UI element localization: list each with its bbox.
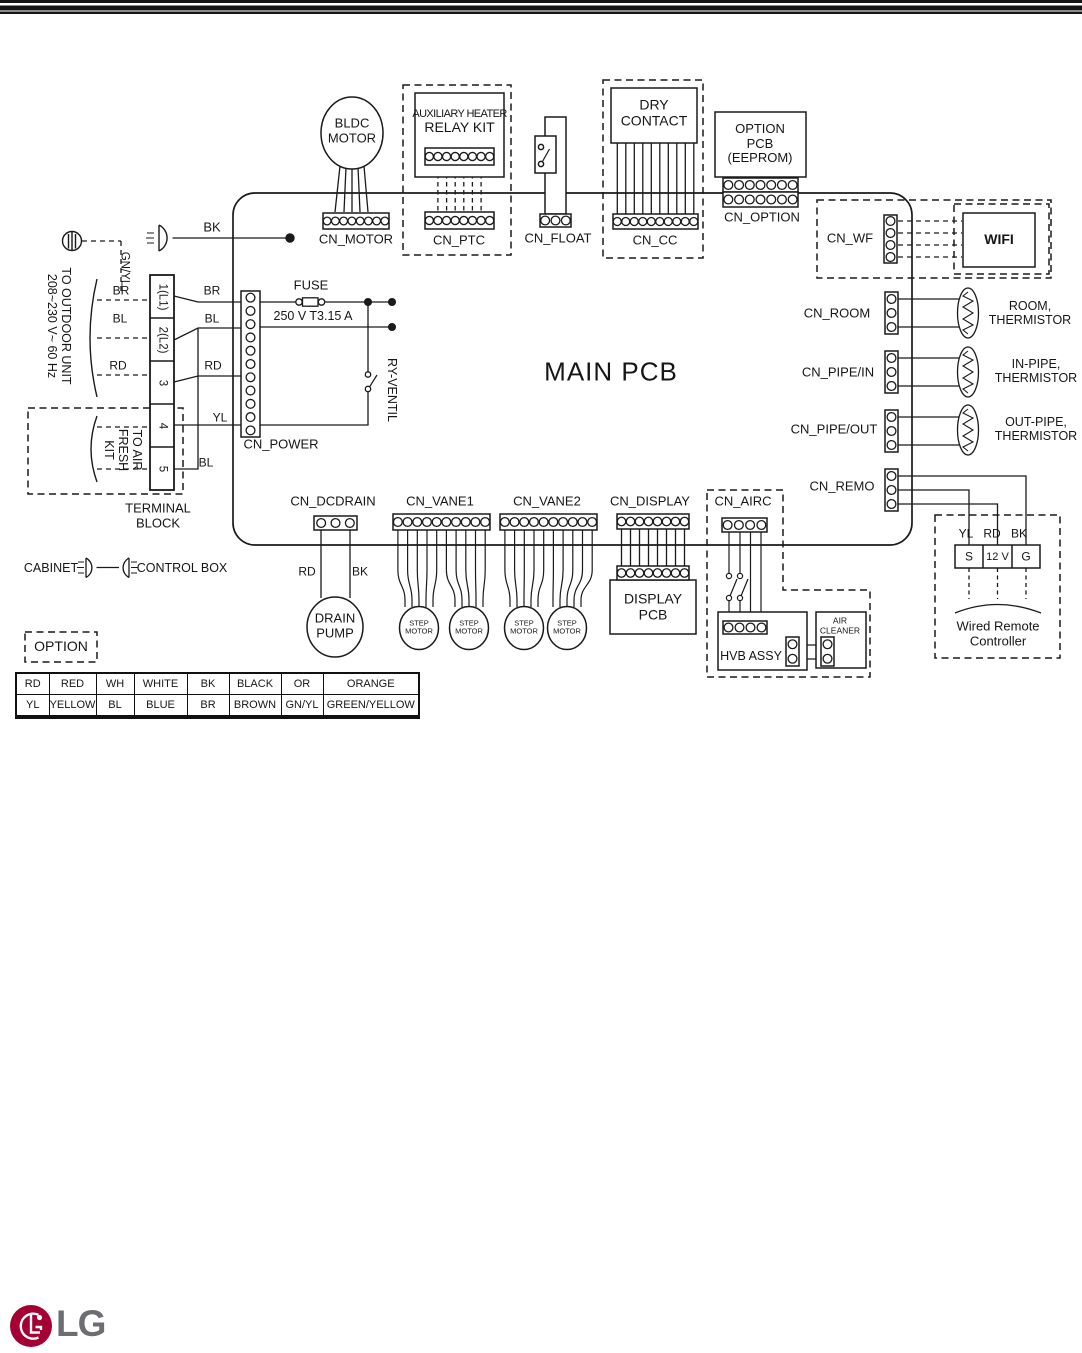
vane2-wires bbox=[505, 530, 592, 607]
cn-power-connector bbox=[241, 291, 260, 437]
cn-motor-connector bbox=[323, 213, 389, 229]
cn-display-label: CN_DISPLAY bbox=[610, 493, 690, 509]
remote-terminal-s: S bbox=[964, 549, 974, 564]
in-pipe-thermistor-label: IN-PIPE, THERMISTOR bbox=[994, 357, 1078, 385]
float-switch bbox=[535, 117, 566, 214]
remote-wire-bk-label: BK bbox=[1010, 526, 1028, 541]
bl-bottom-label: BL bbox=[198, 455, 214, 470]
cn-room-label: CN_ROOM bbox=[803, 305, 871, 321]
cn-vane2-connector bbox=[500, 514, 597, 530]
air-cleaner-label: AIR CLEANER bbox=[819, 615, 861, 635]
color-code-cell: GREEN/YELLOW bbox=[323, 695, 419, 718]
page-header-bars bbox=[0, 0, 1082, 14]
fuse-rating-label: 250 V T3.15 A bbox=[273, 309, 353, 323]
cabinet-control-legend-symbol bbox=[77, 558, 138, 578]
step-motor-label-4: STEP MOTOR bbox=[553, 618, 581, 636]
color-code-cell: RD bbox=[16, 673, 49, 695]
wired-remote-label: Wired Remote Controller bbox=[956, 618, 1040, 648]
thermistor-shapes bbox=[958, 288, 979, 455]
cn-power-label: CN_POWER bbox=[243, 436, 319, 452]
rd-outdoor-label: RD bbox=[109, 358, 127, 373]
terminal-cell-1: 1(L1) bbox=[156, 283, 169, 310]
cn-cc-label: CN_CC bbox=[632, 232, 678, 248]
bldc-motor-label: BLDC MOTOR bbox=[327, 115, 377, 145]
bk-drain-label: BK bbox=[351, 564, 369, 579]
color-code-cell: OR bbox=[281, 673, 323, 695]
lg-logo-icon bbox=[10, 1305, 52, 1347]
bl-outdoor-label: BL bbox=[112, 311, 128, 326]
remote-terminal-12v: 12 V bbox=[986, 550, 1009, 563]
cn-room-connector bbox=[885, 292, 898, 334]
hvb-connector bbox=[723, 621, 767, 634]
lg-logo-text: LG bbox=[56, 1303, 106, 1344]
cn-option-label: CN_OPTION bbox=[724, 209, 800, 225]
cn-ptc-label: CN_PTC bbox=[432, 232, 486, 248]
cn-pipe-in-label: CN_PIPE/IN bbox=[801, 364, 875, 380]
color-code-cell: WHITE bbox=[134, 673, 187, 695]
step-motor-label-1: STEP MOTOR bbox=[405, 618, 433, 636]
color-code-cell: ORANGE bbox=[323, 673, 419, 695]
cn-pipe-in-connector bbox=[885, 351, 898, 393]
rd-drain-label: RD bbox=[298, 564, 316, 579]
cn-wf-connector bbox=[884, 215, 897, 263]
cn-ptc-connector bbox=[425, 212, 494, 229]
cn-vane1-connector bbox=[393, 514, 490, 530]
dry-contact-wires bbox=[617, 144, 694, 215]
cn-display-connector-bottom bbox=[617, 566, 689, 580]
aux-heater-label: AUXILIARY HEATER RELAY KIT bbox=[412, 108, 507, 136]
main-pcb-label: MAIN PCB bbox=[544, 356, 678, 387]
table-row bbox=[16, 673, 419, 695]
control-box-label: CONTROL BOX bbox=[136, 561, 228, 575]
cn-airc-label: CN_AIRC bbox=[714, 493, 772, 509]
color-code-cell: BK bbox=[187, 673, 229, 695]
cn-cc-connector bbox=[613, 214, 698, 229]
cn-vane2-label: CN_VANE2 bbox=[513, 493, 581, 509]
terminal-cell-5: 5 bbox=[156, 465, 169, 472]
bldc-motor-wires bbox=[335, 166, 368, 212]
color-code-cell: YELLOW bbox=[49, 695, 96, 718]
fuse-label: FUSE bbox=[293, 277, 329, 293]
display-wires bbox=[622, 529, 685, 566]
color-code-cell: GN/YL bbox=[281, 695, 323, 718]
color-code-cell: BLUE bbox=[134, 695, 187, 718]
color-code-cell: BR bbox=[187, 695, 229, 718]
cn-display-connector-top bbox=[617, 514, 689, 529]
yl-power-label: YL bbox=[212, 410, 228, 425]
remote-wire-yl-label: YL bbox=[958, 526, 974, 541]
cn-float-connector bbox=[540, 214, 571, 227]
wire-color-table bbox=[15, 672, 420, 719]
cn-remo-label: CN_REMO bbox=[809, 478, 875, 494]
terminal-block-label: TERMINAL BLOCK bbox=[125, 500, 191, 530]
cn-option-connector-row2 bbox=[723, 192, 798, 207]
out-pipe-thermistor-label: OUT-PIPE, THERMISTOR bbox=[994, 415, 1078, 443]
thermistor-wires bbox=[898, 299, 959, 445]
display-pcb-label: DISPLAY PCB bbox=[623, 590, 683, 622]
br-power-label: BR bbox=[203, 283, 221, 298]
color-code-cell: BROWN bbox=[229, 695, 281, 718]
relay-kit-connector bbox=[425, 148, 494, 165]
terminal-cell-4: 4 bbox=[156, 422, 169, 429]
wifi-label: WIFI bbox=[984, 231, 1014, 248]
dry-contact-label: DRY CONTACT bbox=[620, 96, 688, 128]
color-code-cell: YL bbox=[16, 695, 49, 718]
cn-option-connector-row1 bbox=[723, 178, 798, 192]
cn-dcdrain-label: CN_DCDRAIN bbox=[290, 493, 376, 509]
remote-terminal-g: G bbox=[1021, 549, 1031, 564]
bl-power-label: BL bbox=[204, 311, 220, 326]
remote-wire-rd-label: RD bbox=[983, 526, 1001, 541]
bk-wire-label: BK bbox=[203, 219, 221, 235]
cn-vane1-label: CN_VANE1 bbox=[406, 493, 474, 509]
cn-wf-label: CN_WF bbox=[826, 230, 874, 246]
table-row bbox=[16, 695, 419, 718]
color-code-cell: BLACK bbox=[229, 673, 281, 695]
terminal-cell-3: 3 bbox=[156, 379, 169, 386]
rd-power-label: RD bbox=[204, 358, 222, 373]
option-label: OPTION bbox=[34, 638, 88, 655]
hvb-out-connector bbox=[786, 637, 799, 666]
cn-dcdrain-connector bbox=[314, 516, 357, 530]
gnyl-wire-label: GN/YL bbox=[118, 251, 131, 287]
air-cleaner-connector bbox=[821, 637, 834, 666]
cn-pipe-out-connector bbox=[885, 410, 898, 452]
br-outdoor-label: BR bbox=[112, 283, 130, 298]
room-thermistor-label: ROOM, THERMISTOR bbox=[988, 299, 1072, 327]
ry-ventil-label: RY-VENTIL bbox=[385, 358, 399, 422]
hvb-assy-label: HVB ASSY bbox=[720, 649, 782, 663]
color-code-cell: RED bbox=[49, 673, 96, 695]
color-code-cell: BL bbox=[96, 695, 134, 718]
cn-motor-label: CN_MOTOR bbox=[318, 231, 394, 247]
cn-float-label: CN_FLOAT bbox=[524, 230, 592, 246]
vane1-wires bbox=[398, 530, 485, 607]
air-fresh-label: TO AIR FRESH KIT bbox=[102, 428, 144, 472]
step-motor-label-3: STEP MOTOR bbox=[510, 618, 538, 636]
step-motor-label-2: STEP MOTOR bbox=[455, 618, 483, 636]
terminal-cell-2: 2(L2) bbox=[156, 326, 169, 353]
cn-remo-connector bbox=[885, 469, 898, 511]
color-code-cell: WH bbox=[96, 673, 134, 695]
option-pcb-label: OPTION PCB (EEPROM) bbox=[727, 121, 793, 166]
cn-airc-connector bbox=[722, 518, 767, 532]
outdoor-unit-label: TO OUTDOOR UNIT 208~230 V~ 60 Hz bbox=[45, 267, 73, 385]
cabinet-label: CABINET bbox=[23, 561, 79, 575]
drain-pump-label: DRAIN PUMP bbox=[314, 610, 356, 640]
drain-pump-wires bbox=[321, 530, 350, 598]
cn-pipe-out-label: CN_PIPE/OUT bbox=[790, 421, 878, 437]
wifi-wires bbox=[898, 221, 962, 257]
